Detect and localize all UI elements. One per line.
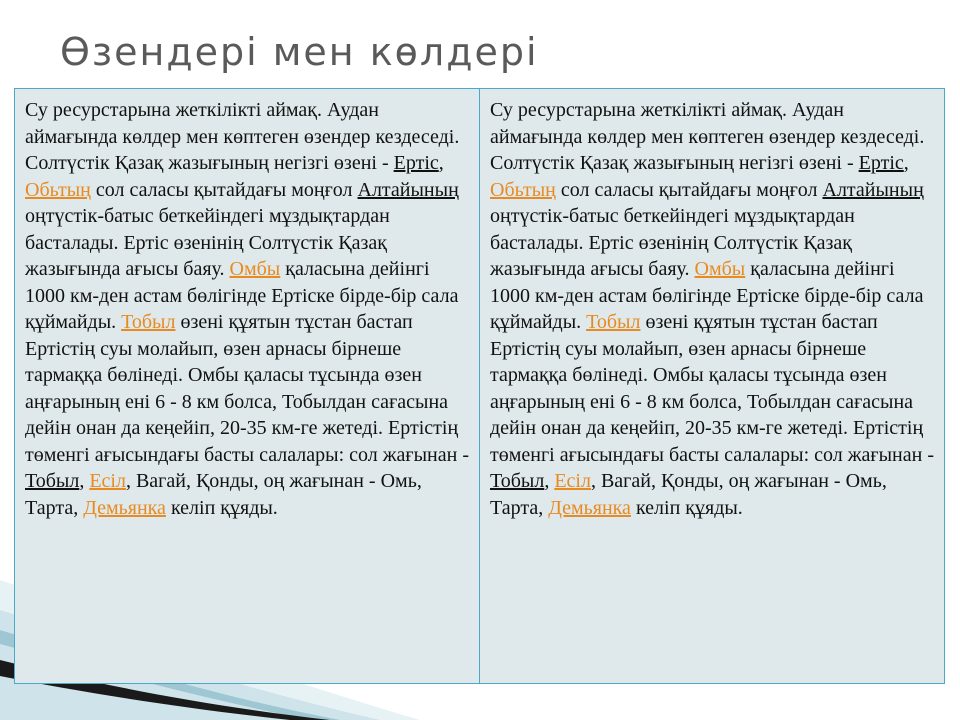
text-segment: , bbox=[544, 470, 555, 492]
text-link[interactable]: Демьянка bbox=[83, 496, 166, 519]
text-segment: өзені құятын тұстан бастап Ертістің суы молайып, өзен арнасы бірнеше тармаққа бөлінеді. Омбы қаласы тұсында өзен аңғарының ені 6 - 8 км болса, Тобылдан сағасына дейін онан да кеңейіп, 20-35 км-ге жетеді. Ертістің төменгі ағысындағы басты салалары: сол жағынан - bbox=[25, 311, 470, 466]
text-link[interactable]: Есіл bbox=[89, 470, 126, 492]
table-cell-right bbox=[479, 89, 944, 683]
content-table bbox=[14, 88, 945, 684]
text-segment: Су ресурстарына жеткілікті аймақ. Аудан аймағында көлдер мен көптеген өзендер кездеседі. Солтүстік Қазақ жазығының негізгі өзені - bbox=[25, 99, 460, 174]
text-link[interactable]: Омбы bbox=[694, 258, 746, 280]
text-segment: келіп құяды. bbox=[165, 496, 278, 519]
text-link[interactable]: Демьянка bbox=[548, 496, 631, 519]
text-segment: сол саласы қытайдағы моңғол bbox=[555, 178, 823, 201]
text-segment: өзені құятын тұстан бастап Ертістің суы молайып, өзен арнасы бірнеше тармаққа бөлінеді. Омбы қаласы тұсында өзен аңғарының ені 6 - 8 км болса, Тобылдан сағасына дейін онан да кеңейіп, 20-35 км-ге жетеді. Ертістің төменгі ағысындағы басты салалары: сол жағынан - bbox=[490, 311, 935, 466]
text-segment: , bbox=[438, 152, 444, 174]
text-link[interactable]: Омбы bbox=[229, 258, 281, 280]
text-link[interactable]: Ертіс bbox=[393, 152, 439, 174]
slide-title: Өзендері мен көлдері bbox=[60, 30, 539, 74]
table-cell-left bbox=[15, 89, 479, 683]
text-segment: қаласына дейінгі 1000 км-ден астам бөлігінде Ертіске бірде-бір сала құймайды. bbox=[490, 258, 924, 333]
text-segment: оңтүстік-батыс беткейіндегі мұздықтардан басталады. Ертіс өзенінің Солтүстік Қазақ жазығында ағысы баяу. bbox=[490, 205, 855, 280]
text-link[interactable]: Тобыл bbox=[25, 470, 80, 492]
text-link[interactable]: Обьтың bbox=[490, 178, 556, 201]
text-link[interactable]: Тобыл bbox=[586, 311, 641, 333]
text-link[interactable]: Алтайының bbox=[357, 178, 459, 201]
text-link[interactable]: Есіл bbox=[554, 470, 591, 492]
text-link[interactable]: Тобыл bbox=[121, 311, 176, 333]
text-segment: сол саласы қытайдағы моңғол bbox=[90, 178, 358, 201]
text-segment: , bbox=[79, 470, 90, 492]
text-segment: , Вагай, Қонды, оң жағынан - Омь, Тарта, bbox=[490, 470, 887, 519]
text-segment: , Вагай, Қонды, оң жағынан - Омь, Тарта, bbox=[25, 470, 422, 519]
text-segment: Су ресурстарына жеткілікті аймақ. Аудан аймағында көлдер мен көптеген өзендер кездеседі. Солтүстік Қазақ жазығының негізгі өзені - bbox=[490, 99, 925, 174]
text-link[interactable]: Обьтың bbox=[25, 178, 91, 201]
text-link[interactable]: Алтайының bbox=[822, 178, 924, 201]
text-segment: қаласына дейінгі 1000 км-ден астам бөлігінде Ертіске бірде-бір сала құймайды. bbox=[25, 258, 459, 333]
text-segment: оңтүстік-батыс беткейіндегі мұздықтардан басталады. Ертіс өзенінің Солтүстік Қазақ жазығында ағысы баяу. bbox=[25, 205, 390, 280]
text-segment: , bbox=[903, 152, 909, 174]
text-link[interactable]: Ертіс bbox=[858, 152, 904, 174]
text-link[interactable]: Тобыл bbox=[490, 470, 545, 492]
text-segment: келіп құяды. bbox=[630, 496, 743, 519]
